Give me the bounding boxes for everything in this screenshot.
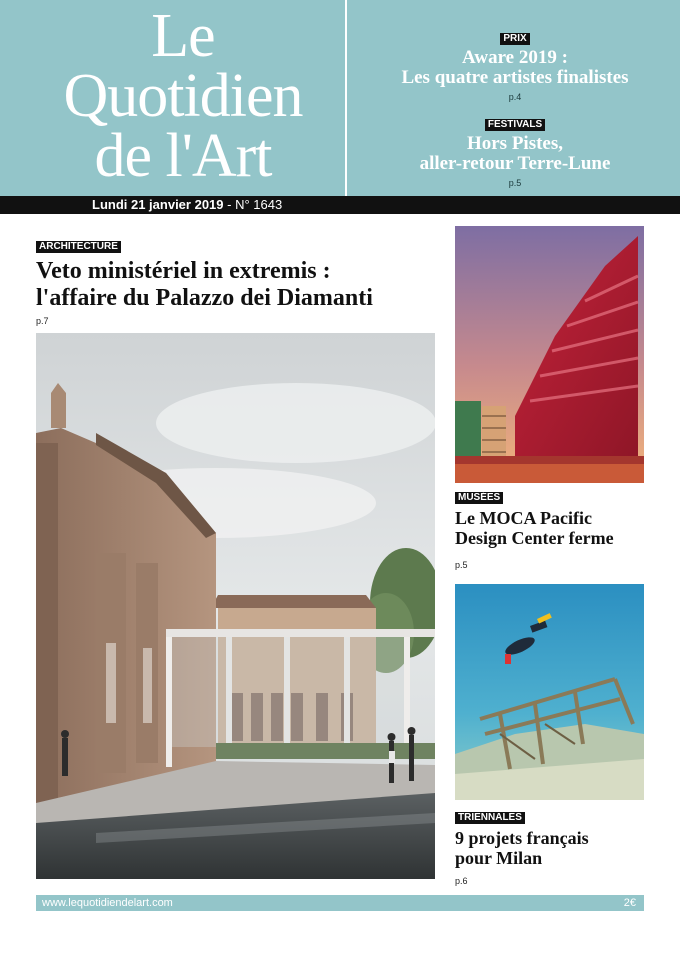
- masthead-divider: [345, 0, 347, 196]
- main-story-title: [36, 258, 436, 312]
- side-title-line: Design Center ferme: [455, 528, 614, 548]
- logo-line-1: Le: [151, 2, 215, 70]
- newspaper-logo[interactable]: [28, 2, 338, 190]
- teaser-prix[interactable]: [350, 28, 680, 102]
- main-story-tag: ARCHITECTURE: [36, 241, 121, 253]
- issue-number: - N° 1643: [223, 197, 283, 212]
- side-story-title: [455, 508, 655, 548]
- logo-line-2: Quotidien: [63, 62, 303, 130]
- side-title-line: 9 projets français: [455, 828, 589, 848]
- teaser-festivals[interactable]: [350, 114, 680, 188]
- side-story-page-ref: p.5: [455, 560, 468, 570]
- teaser-title-line: aller-retour Terre-Lune: [419, 153, 611, 174]
- masthead: [0, 0, 680, 196]
- issue-date: Lundi 21 janvier 2019: [92, 197, 224, 212]
- side-story-musees[interactable]: [455, 487, 655, 570]
- palazzo-illustration: [36, 333, 435, 879]
- side-title-line: Le MOCA Pacific: [455, 508, 592, 528]
- teaser-title-line: Hors Pistes,: [466, 133, 564, 154]
- side-story-tag: TRIENNALES: [455, 812, 525, 824]
- side-story-page-ref: p.6: [455, 876, 468, 886]
- teaser-page-ref: p.4: [508, 92, 522, 102]
- teaser-page-ref: p.5: [508, 178, 522, 188]
- teaser-tag: PRIX: [500, 33, 529, 45]
- main-title-line: l'affaire du Palazzo dei Diamanti: [36, 285, 373, 311]
- teaser-title-line: Les quatre artistes finalistes: [401, 67, 629, 88]
- underwater-illustration: [455, 584, 644, 800]
- main-story[interactable]: [36, 236, 436, 326]
- teaser-title: [350, 134, 680, 174]
- side-title-line: pour Milan: [455, 848, 543, 868]
- footer-bar: [36, 895, 644, 911]
- main-story-page-ref: p.7: [36, 316, 49, 326]
- logo-line-3: de l'Art: [94, 122, 272, 190]
- teaser-tag: FESTIVALS: [485, 119, 545, 131]
- teaser-title-line: Aware 2019 :: [462, 47, 568, 68]
- side-story-triennales[interactable]: [455, 807, 655, 886]
- website-link[interactable]: www.lequotidiendelart.com: [42, 897, 173, 909]
- side-story-tag: MUSÉES: [455, 492, 503, 504]
- price-label: 2€: [623, 897, 636, 909]
- underwater-photo[interactable]: [455, 584, 644, 800]
- main-title-line: Veto ministériel in extremis :: [36, 258, 331, 284]
- dateline-bar: [0, 196, 680, 214]
- moca-illustration: [455, 226, 644, 483]
- side-story-title: [455, 828, 655, 868]
- teaser-title: [350, 48, 680, 88]
- moca-photo[interactable]: [455, 226, 644, 483]
- palazzo-photo[interactable]: [36, 333, 435, 879]
